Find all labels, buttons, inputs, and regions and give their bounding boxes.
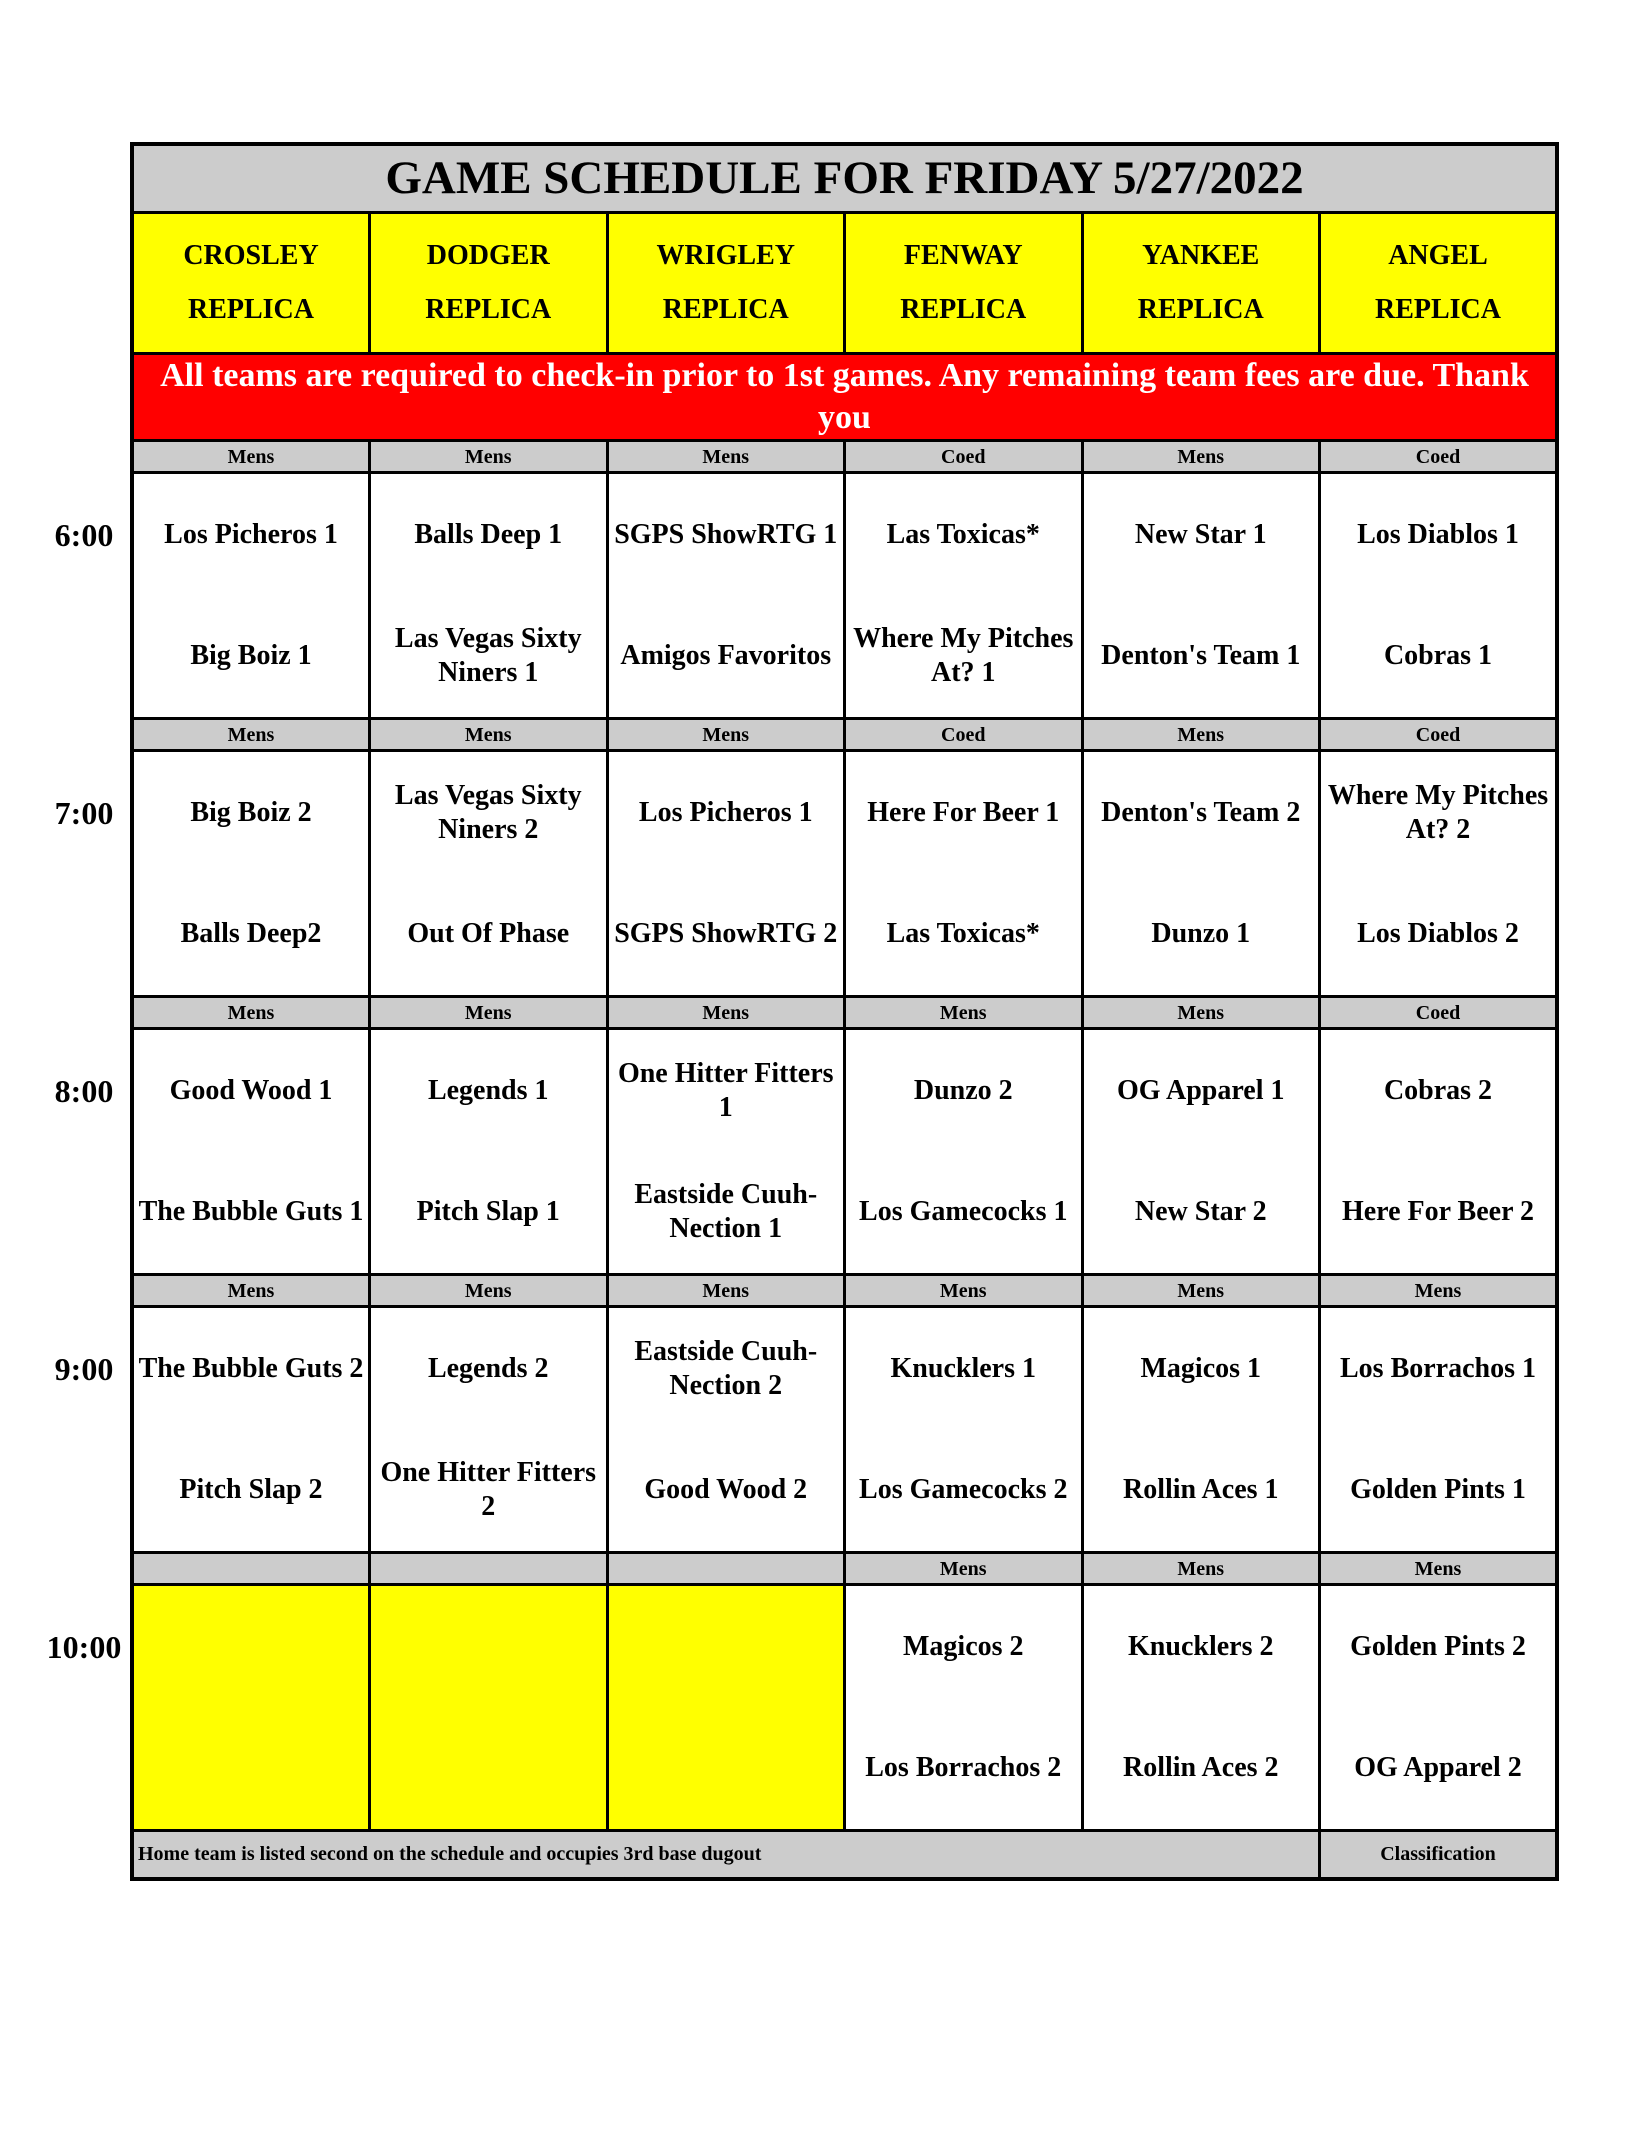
home-team: Golden Pints 1	[1350, 1474, 1526, 1505]
game-cell	[370, 473, 608, 719]
game-cell	[370, 751, 608, 997]
game-cell	[370, 1029, 608, 1275]
home-team: Los Diablos 2	[1357, 918, 1519, 949]
game-cell	[607, 1029, 845, 1275]
classification-label: Mens	[1320, 1553, 1558, 1585]
classification-label: Coed	[1320, 441, 1558, 473]
classification-label: Mens	[370, 1275, 608, 1307]
venue-name: ANGEL	[1388, 240, 1488, 271]
game-cell	[845, 473, 1083, 719]
home-team: Los Borrachos 2	[865, 1752, 1062, 1783]
time-label: 6:00	[54, 516, 114, 553]
home-team: Las Toxicas*	[886, 918, 1040, 949]
venue-subtitle: REPLICA	[662, 294, 789, 325]
visiting-team: Golden Pints 2	[1350, 1631, 1526, 1662]
venue-subtitle: REPLICA	[900, 294, 1027, 325]
time-label: 9:00	[54, 1350, 114, 1387]
classification-label: Mens	[1082, 1553, 1320, 1585]
visiting-team: Big Boiz 2	[190, 797, 312, 828]
visiting-team: Legends 1	[427, 1075, 549, 1106]
classification-label: Coed	[845, 441, 1083, 473]
classification-label	[370, 1553, 608, 1585]
classification-label: Coed	[1320, 719, 1558, 751]
game-cell	[1320, 473, 1558, 719]
time-label: 10:00	[46, 1628, 122, 1665]
venue-subtitle: REPLICA	[187, 294, 314, 325]
game-cell	[132, 1029, 370, 1275]
venue-subtitle: REPLICA	[1374, 294, 1501, 325]
game-row	[132, 1029, 1557, 1275]
game-row	[132, 751, 1557, 997]
classification-label: Mens	[607, 719, 845, 751]
venue-header-wrigley	[607, 213, 845, 354]
classification-label: Mens	[1082, 997, 1320, 1029]
home-team: Los Gamecocks 2	[859, 1474, 1068, 1505]
home-team: Pitch Slap 1	[416, 1196, 560, 1227]
venue-name: CROSLEY	[183, 240, 319, 271]
classification-label: Mens	[607, 1275, 845, 1307]
game-cell	[1082, 751, 1320, 997]
visiting-team: Cobras 2	[1383, 1075, 1493, 1106]
visiting-team: Legends 2	[427, 1353, 549, 1384]
visiting-team: Los Picheros 1	[638, 797, 813, 828]
venue-header-row	[132, 213, 1557, 354]
home-team: SGPS ShowRTG 2	[614, 918, 838, 949]
visiting-team: Los Borrachos 1	[1340, 1353, 1536, 1384]
home-team: Big Boiz 1	[190, 640, 312, 671]
classification-label: Mens	[1320, 1275, 1558, 1307]
classification-label: Mens	[1082, 441, 1320, 473]
game-row	[132, 473, 1557, 719]
game-cell	[1320, 751, 1558, 997]
venue-name: DODGER	[426, 240, 550, 271]
game-cell	[845, 1585, 1083, 1831]
game-row	[132, 1307, 1557, 1553]
empty-slot	[607, 1585, 845, 1831]
home-team: Out Of Phase	[407, 918, 570, 949]
home-team: Pitch Slap 2	[179, 1474, 323, 1505]
venue-name: WRIGLEY	[656, 240, 795, 271]
classification-label: Mens	[370, 719, 608, 751]
visiting-team: Los Diablos 1	[1357, 519, 1519, 550]
venue-header-yankee	[1082, 213, 1320, 354]
visiting-team: The Bubble Guts 2	[138, 1353, 364, 1384]
game-cell	[607, 473, 845, 719]
classification-label: Mens	[845, 1275, 1083, 1307]
classification-label: Mens	[370, 997, 608, 1029]
home-team: Cobras 1	[1383, 640, 1493, 671]
game-cell	[845, 751, 1083, 997]
game-cell	[1082, 1307, 1320, 1553]
classification-label	[132, 1553, 370, 1585]
game-cell	[132, 473, 370, 719]
game-cell	[132, 751, 370, 997]
classification-label	[607, 1553, 845, 1585]
visiting-team: Dunzo 2	[913, 1075, 1013, 1106]
visiting-team: Las Vegas Sixty Niners 2	[394, 780, 582, 845]
time-label: 7:00	[54, 794, 114, 831]
home-team: Where My Pitches At? 1	[853, 623, 1074, 688]
visiting-team: Los Picheros 1	[164, 519, 338, 550]
home-team: One Hitter Fitters 2	[380, 1457, 597, 1522]
visiting-team: Knucklers 2	[1128, 1631, 1274, 1662]
game-cell	[1320, 1029, 1558, 1275]
home-team: Here For Beer 2	[1341, 1196, 1535, 1227]
visiting-team: Balls Deep 1	[414, 519, 563, 550]
classification-row	[132, 1275, 1557, 1307]
classification-label: Mens	[1082, 719, 1320, 751]
visiting-team: New Star 1	[1134, 519, 1267, 550]
visiting-team: Knucklers 1	[890, 1353, 1036, 1384]
schedule-title: GAME SCHEDULE FOR FRIDAY 5/27/2022	[132, 144, 1557, 213]
classification-label: Mens	[607, 997, 845, 1029]
home-team: Dunzo 1	[1151, 918, 1251, 949]
venue-subtitle: REPLICA	[425, 294, 552, 325]
classification-row	[132, 1553, 1557, 1585]
game-cell	[1082, 473, 1320, 719]
game-cell	[1320, 1307, 1558, 1553]
visiting-team: SGPS ShowRTG 1	[614, 519, 838, 550]
visiting-team: Where My Pitches At? 2	[1327, 780, 1549, 845]
footer-row	[132, 1831, 1557, 1880]
classification-label: Mens	[845, 1553, 1083, 1585]
classification-label: Coed	[845, 719, 1083, 751]
empty-slot	[132, 1585, 370, 1831]
home-team: The Bubble Guts 1	[138, 1196, 364, 1227]
home-team: Eastside Cuuh-Nection 1	[634, 1179, 818, 1244]
visiting-team: Magicos 1	[1140, 1353, 1262, 1384]
game-cell	[845, 1029, 1083, 1275]
game-cell	[132, 1307, 370, 1553]
game-cell	[607, 751, 845, 997]
home-team: Rollin Aces 2	[1122, 1752, 1279, 1783]
classification-label: Mens	[845, 997, 1083, 1029]
visiting-team: Las Toxicas*	[886, 519, 1040, 550]
empty-slot	[370, 1585, 608, 1831]
game-row	[132, 1585, 1557, 1831]
classification-row	[132, 997, 1557, 1029]
visiting-team: Magicos 2	[902, 1631, 1024, 1662]
classification-label: Mens	[132, 719, 370, 751]
classification-label: Mens	[132, 997, 370, 1029]
visiting-team: Eastside Cuuh-Nection 2	[634, 1336, 818, 1401]
game-cell	[1082, 1029, 1320, 1275]
visiting-team: Denton's Team 2	[1101, 797, 1301, 828]
game-cell	[370, 1307, 608, 1553]
check-in-notice: All teams are required to check-in prior to 1st games. Any remaining team fees are due. Thank you	[132, 354, 1557, 441]
home-team: Amigos Favoritos	[620, 640, 832, 671]
time-label: 8:00	[54, 1072, 114, 1109]
home-team: Las Vegas Sixty Niners 1	[394, 623, 582, 688]
home-team: Los Gamecocks 1	[859, 1196, 1068, 1227]
home-team: OG Apparel 2	[1354, 1752, 1522, 1783]
visiting-team: OG Apparel 1	[1116, 1075, 1285, 1106]
venue-header-dodger	[370, 213, 608, 354]
classification-label: Mens	[132, 441, 370, 473]
visiting-team: Here For Beer 1	[867, 797, 1060, 828]
classification-legend: Classification	[1320, 1831, 1558, 1880]
home-team: Rollin Aces 1	[1122, 1474, 1279, 1505]
classification-row	[132, 719, 1557, 751]
home-team: Good Wood 2	[644, 1474, 808, 1505]
classification-label: Mens	[1082, 1275, 1320, 1307]
classification-label: Mens	[607, 441, 845, 473]
home-team: New Star 2	[1134, 1196, 1267, 1227]
home-team: Balls Deep2	[180, 918, 322, 949]
schedule-table	[130, 142, 1559, 1881]
classification-label: Coed	[1320, 997, 1558, 1029]
visiting-team: Good Wood 1	[169, 1075, 333, 1106]
venue-header-crosley	[132, 213, 370, 354]
game-cell	[1320, 1585, 1558, 1831]
classification-label: Mens	[132, 1275, 370, 1307]
home-team-note: Home team is listed second on the schedule and occupies 3rd base dugout	[132, 1831, 1320, 1880]
game-cell	[845, 1307, 1083, 1553]
home-team: Denton's Team 1	[1101, 640, 1301, 671]
classification-row	[132, 441, 1557, 473]
game-cell	[607, 1307, 845, 1553]
venue-name: FENWAY	[903, 240, 1023, 271]
venue-subtitle: REPLICA	[1137, 294, 1264, 325]
visiting-team: One Hitter Fitters 1	[617, 1058, 834, 1123]
venue-header-angel	[1320, 213, 1558, 354]
classification-label: Mens	[370, 441, 608, 473]
game-cell	[1082, 1585, 1320, 1831]
venue-name: YANKEE	[1142, 240, 1260, 271]
venue-header-fenway	[845, 213, 1083, 354]
